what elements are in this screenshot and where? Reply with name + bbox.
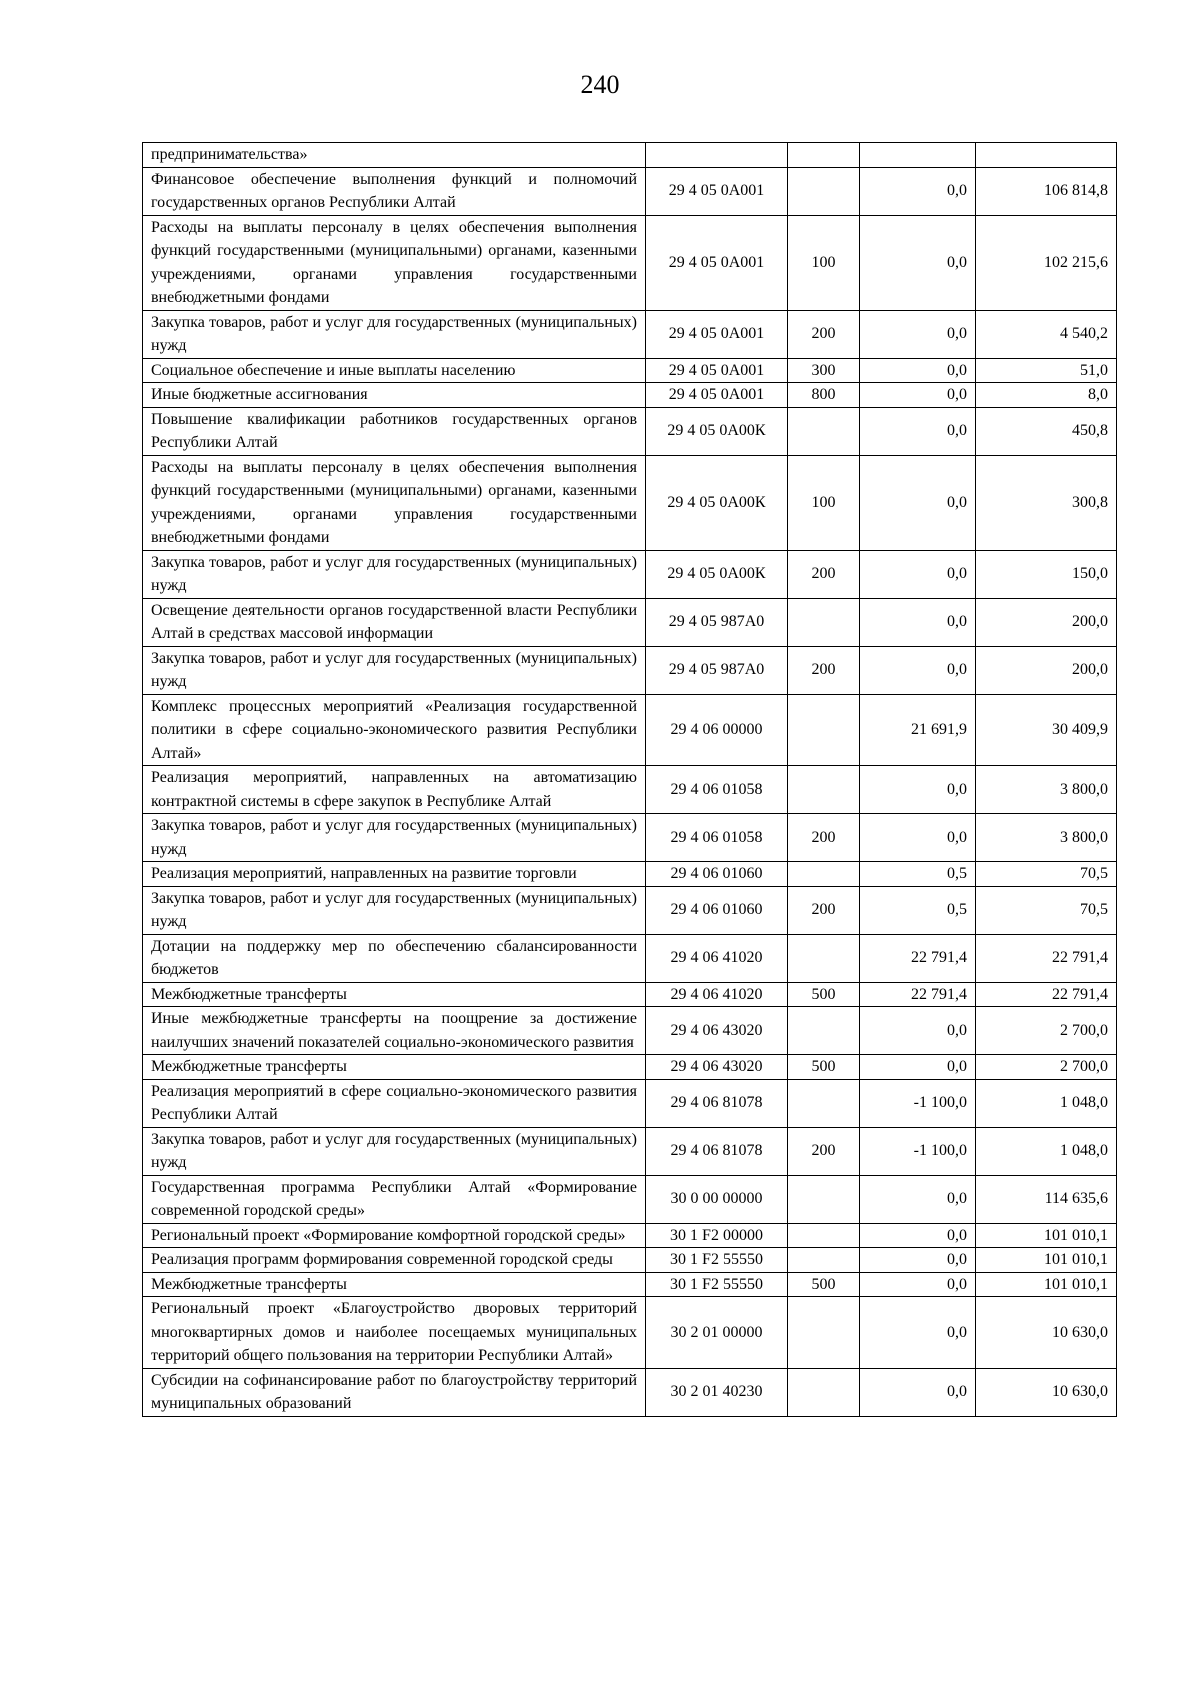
row-name-cell: Освещение деятельности органов государственной власти Республики Алтай в средствах массовой информации (143, 598, 646, 646)
row-expense-type-cell (788, 598, 860, 646)
row-total-cell: 101 010,1 (976, 1272, 1117, 1297)
row-name-cell: Финансовое обеспечение выполнения функций и полномочий государственных органов Республики Алтай (143, 167, 646, 215)
row-expense-type-cell (788, 1223, 860, 1248)
row-total-cell: 106 814,8 (976, 167, 1117, 215)
row-total-cell: 10 630,0 (976, 1297, 1117, 1369)
row-total-cell: 450,8 (976, 407, 1117, 455)
table-row (143, 167, 1117, 215)
row-total-cell: 150,0 (976, 550, 1117, 598)
table-row (143, 1272, 1117, 1297)
row-name-cell: Иные бюджетные ассигнования (143, 383, 646, 408)
row-expense-type-cell (788, 862, 860, 887)
row-code-cell: 29 4 06 43020 (646, 1055, 788, 1080)
row-name-cell: Региональный проект «Формирование комфортной городской среды» (143, 1223, 646, 1248)
row-change-cell: 0,0 (860, 167, 976, 215)
row-total-cell: 1 048,0 (976, 1079, 1117, 1127)
row-change-cell: 0,0 (860, 455, 976, 550)
budget-table (142, 142, 1117, 1417)
row-expense-type-cell (788, 934, 860, 982)
row-expense-type-cell: 200 (788, 814, 860, 862)
row-total-cell: 3 800,0 (976, 814, 1117, 862)
page-number: 240 (580, 70, 620, 99)
row-total-cell: 2 700,0 (976, 1007, 1117, 1055)
row-total-cell: 101 010,1 (976, 1223, 1117, 1248)
table-row (143, 455, 1117, 550)
table-row (143, 1248, 1117, 1273)
row-expense-type-cell: 100 (788, 455, 860, 550)
table-row (143, 814, 1117, 862)
row-name-cell: Закупка товаров, работ и услуг для государственных (муниципальных) нужд (143, 1127, 646, 1175)
table-row (143, 1079, 1117, 1127)
row-name-cell: Закупка товаров, работ и услуг для государственных (муниципальных) нужд (143, 814, 646, 862)
row-change-cell: 0,0 (860, 1272, 976, 1297)
row-name-cell: Расходы на выплаты персоналу в целях обеспечения выполнения функций государственными (муниципальными) органами, казенными учреждениями, органами управления государственными внебюджетными фондами (143, 215, 646, 310)
table-row (143, 1297, 1117, 1369)
row-name-cell: Иные межбюджетные трансферты на поощрение за достижение наилучших значений показателей социально-экономического развития (143, 1007, 646, 1055)
table-row (143, 862, 1117, 887)
table-row (143, 1368, 1117, 1416)
row-code-cell: 30 2 01 40230 (646, 1368, 788, 1416)
row-total-cell: 3 800,0 (976, 766, 1117, 814)
row-total-cell: 114 635,6 (976, 1175, 1117, 1223)
table-row (143, 143, 1117, 168)
row-code-cell: 29 4 06 01058 (646, 766, 788, 814)
row-name-cell: Повышение квалификации работников государственных органов Республики Алтай (143, 407, 646, 455)
row-change-cell: 0,0 (860, 215, 976, 310)
row-change-cell: 22 791,4 (860, 982, 976, 1007)
row-name-cell: Закупка товаров, работ и услуг для государственных (муниципальных) нужд (143, 310, 646, 358)
row-name-cell: Межбюджетные трансферты (143, 982, 646, 1007)
row-change-cell: 0,0 (860, 646, 976, 694)
row-expense-type-cell: 200 (788, 310, 860, 358)
table-row (143, 550, 1117, 598)
row-name-cell: Межбюджетные трансферты (143, 1272, 646, 1297)
row-code-cell: 29 4 05 0А00К (646, 455, 788, 550)
row-name-cell: Закупка товаров, работ и услуг для государственных (муниципальных) нужд (143, 886, 646, 934)
table-row (143, 1175, 1117, 1223)
row-code-cell: 29 4 05 0А00К (646, 550, 788, 598)
row-name-cell: Закупка товаров, работ и услуг для государственных (муниципальных) нужд (143, 646, 646, 694)
row-change-cell: -1 100,0 (860, 1079, 976, 1127)
row-expense-type-cell: 200 (788, 550, 860, 598)
row-name-cell: Закупка товаров, работ и услуг для государственных (муниципальных) нужд (143, 550, 646, 598)
row-name-cell: Расходы на выплаты персоналу в целях обеспечения выполнения функций государственными (муниципальными) органами, казенными учреждениями, органами управления государственными внебюджетными фондами (143, 455, 646, 550)
row-change-cell: -1 100,0 (860, 1127, 976, 1175)
row-name-cell: Региональный проект «Благоустройство дворовых территорий многоквартирных домов и наиболее посещаемых муниципальных территорий общего пользования на территории Республики Алтай» (143, 1297, 646, 1369)
row-code-cell: 29 4 05 0А001 (646, 383, 788, 408)
table-row (143, 1127, 1117, 1175)
row-name-cell: Реализация мероприятий, направленных на автоматизацию контрактной системы в сфере закупок в Республике Алтай (143, 766, 646, 814)
table-row (143, 1007, 1117, 1055)
row-code-cell: 29 4 06 00000 (646, 694, 788, 766)
table-row (143, 598, 1117, 646)
row-code-cell: 29 4 06 81078 (646, 1127, 788, 1175)
row-name-cell: предпринимательства» (143, 143, 646, 168)
row-change-cell: 0,0 (860, 598, 976, 646)
row-change-cell: 0,0 (860, 1175, 976, 1223)
row-expense-type-cell: 500 (788, 982, 860, 1007)
row-total-cell: 51,0 (976, 358, 1117, 383)
row-name-cell: Реализация мероприятий, направленных на развитие торговли (143, 862, 646, 887)
row-code-cell: 29 4 05 987А0 (646, 598, 788, 646)
row-expense-type-cell (788, 1007, 860, 1055)
table-row (143, 766, 1117, 814)
row-expense-type-cell (788, 1368, 860, 1416)
row-total-cell: 10 630,0 (976, 1368, 1117, 1416)
row-expense-type-cell (788, 167, 860, 215)
row-code-cell: 29 4 05 0А001 (646, 215, 788, 310)
row-change-cell: 0,0 (860, 310, 976, 358)
row-name-cell: Социальное обеспечение и иные выплаты населению (143, 358, 646, 383)
row-expense-type-cell (788, 143, 860, 168)
row-code-cell: 30 1 F2 00000 (646, 1223, 788, 1248)
table-row (143, 310, 1117, 358)
row-total-cell: 22 791,4 (976, 934, 1117, 982)
row-total-cell: 4 540,2 (976, 310, 1117, 358)
row-change-cell: 0,0 (860, 550, 976, 598)
table-row (143, 358, 1117, 383)
row-total-cell: 200,0 (976, 646, 1117, 694)
row-name-cell: Реализация мероприятий в сфере социально-экономического развития Республики Алтай (143, 1079, 646, 1127)
row-change-cell: 0,0 (860, 383, 976, 408)
row-expense-type-cell (788, 766, 860, 814)
row-change-cell: 0,0 (860, 1055, 976, 1080)
row-change-cell: 0,0 (860, 1007, 976, 1055)
row-total-cell (976, 143, 1117, 168)
row-expense-type-cell: 500 (788, 1055, 860, 1080)
table-row (143, 694, 1117, 766)
row-expense-type-cell (788, 694, 860, 766)
row-expense-type-cell (788, 407, 860, 455)
table-row (143, 215, 1117, 310)
row-change-cell: 0,5 (860, 862, 976, 887)
row-change-cell: 0,0 (860, 814, 976, 862)
row-change-cell: 22 791,4 (860, 934, 976, 982)
row-total-cell: 70,5 (976, 862, 1117, 887)
row-change-cell: 0,0 (860, 766, 976, 814)
row-code-cell: 30 1 F2 55550 (646, 1272, 788, 1297)
row-name-cell: Межбюджетные трансферты (143, 1055, 646, 1080)
row-code-cell: 29 4 06 81078 (646, 1079, 788, 1127)
row-code-cell: 29 4 05 987А0 (646, 646, 788, 694)
row-expense-type-cell: 800 (788, 383, 860, 408)
row-name-cell: Государственная программа Республики Алтай «Формирование современной городской среды» (143, 1175, 646, 1223)
row-expense-type-cell: 500 (788, 1272, 860, 1297)
row-expense-type-cell (788, 1248, 860, 1273)
row-expense-type-cell (788, 1175, 860, 1223)
row-expense-type-cell: 200 (788, 1127, 860, 1175)
row-expense-type-cell (788, 1297, 860, 1369)
budget-table-body (143, 143, 1117, 1417)
table-row (143, 1055, 1117, 1080)
row-change-cell: 0,0 (860, 1297, 976, 1369)
row-change-cell: 0,0 (860, 1223, 976, 1248)
row-total-cell: 102 215,6 (976, 215, 1117, 310)
row-total-cell: 300,8 (976, 455, 1117, 550)
row-change-cell: 0,5 (860, 886, 976, 934)
row-code-cell: 29 4 05 0А001 (646, 310, 788, 358)
row-total-cell: 200,0 (976, 598, 1117, 646)
row-expense-type-cell (788, 1079, 860, 1127)
row-name-cell: Реализация программ формирования современной городской среды (143, 1248, 646, 1273)
row-change-cell: 0,0 (860, 407, 976, 455)
table-row (143, 886, 1117, 934)
row-code-cell: 29 4 06 01060 (646, 862, 788, 887)
table-row (143, 646, 1117, 694)
row-total-cell: 1 048,0 (976, 1127, 1117, 1175)
table-row (143, 1223, 1117, 1248)
row-total-cell: 70,5 (976, 886, 1117, 934)
row-total-cell: 101 010,1 (976, 1248, 1117, 1273)
row-code-cell: 29 4 06 01058 (646, 814, 788, 862)
row-code-cell: 30 1 F2 55550 (646, 1248, 788, 1273)
row-expense-type-cell: 200 (788, 886, 860, 934)
row-total-cell: 30 409,9 (976, 694, 1117, 766)
row-total-cell: 8,0 (976, 383, 1117, 408)
row-code-cell: 30 2 01 00000 (646, 1297, 788, 1369)
row-code-cell: 29 4 05 0А001 (646, 167, 788, 215)
row-change-cell: 0,0 (860, 1248, 976, 1273)
row-code-cell: 30 0 00 00000 (646, 1175, 788, 1223)
row-code-cell: 29 4 06 43020 (646, 1007, 788, 1055)
row-change-cell: 0,0 (860, 358, 976, 383)
row-total-cell: 22 791,4 (976, 982, 1117, 1007)
row-code-cell: 29 4 06 41020 (646, 934, 788, 982)
row-expense-type-cell: 100 (788, 215, 860, 310)
row-expense-type-cell: 200 (788, 646, 860, 694)
row-total-cell: 2 700,0 (976, 1055, 1117, 1080)
row-change-cell: 0,0 (860, 1368, 976, 1416)
row-name-cell: Дотации на поддержку мер по обеспечению сбалансированности бюджетов (143, 934, 646, 982)
table-row (143, 982, 1117, 1007)
row-name-cell: Субсидии на софинансирование работ по благоустройству территорий муниципальных образований (143, 1368, 646, 1416)
table-row (143, 407, 1117, 455)
row-change-cell: 21 691,9 (860, 694, 976, 766)
row-change-cell (860, 143, 976, 168)
row-code-cell: 29 4 06 01060 (646, 886, 788, 934)
row-code-cell: 29 4 05 0А001 (646, 358, 788, 383)
table-row (143, 934, 1117, 982)
row-code-cell: 29 4 05 0А00К (646, 407, 788, 455)
row-expense-type-cell: 300 (788, 358, 860, 383)
row-name-cell: Комплекс процессных мероприятий «Реализация государственной политики в сфере социально-экономического развития Республики Алтай» (143, 694, 646, 766)
row-code-cell: 29 4 06 41020 (646, 982, 788, 1007)
row-code-cell (646, 143, 788, 168)
table-row (143, 383, 1117, 408)
